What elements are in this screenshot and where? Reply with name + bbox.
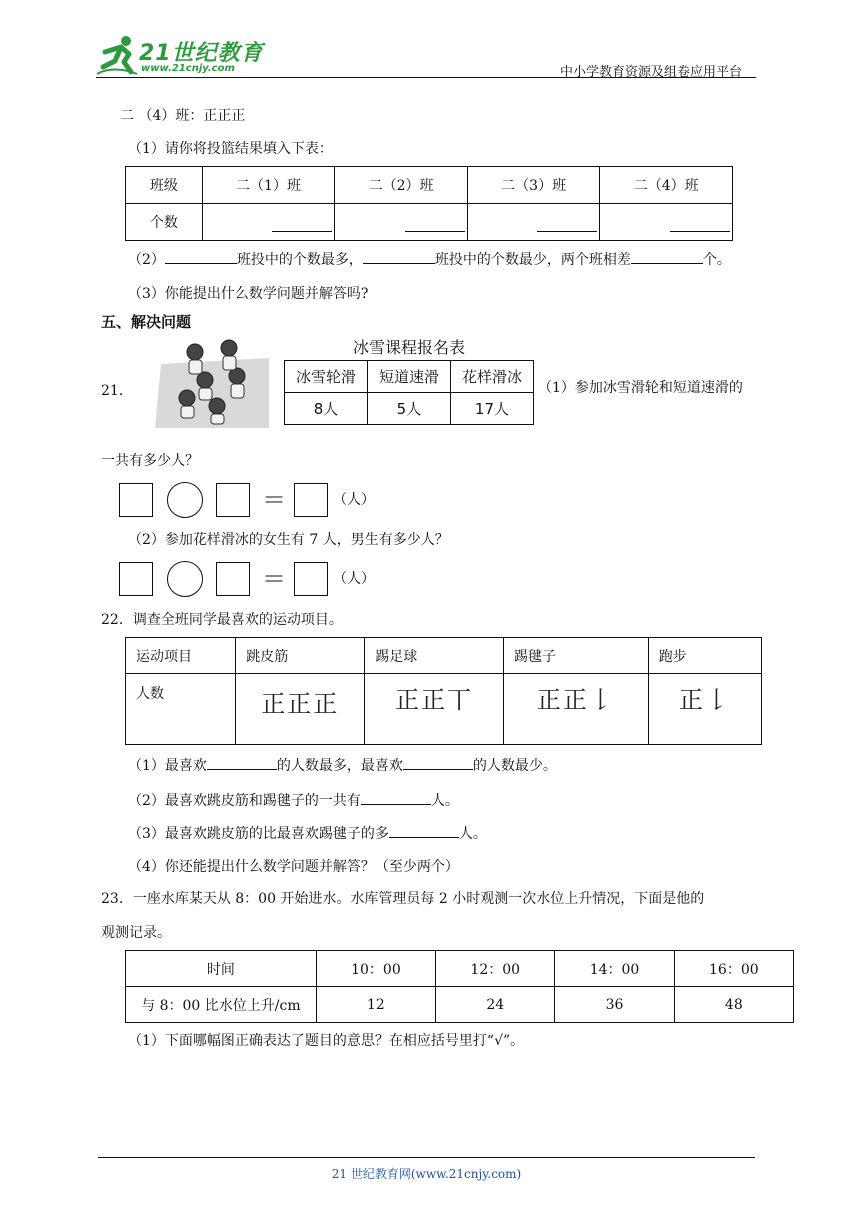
skating-kids-icon — [153, 336, 269, 428]
skaters-illustration — [153, 336, 269, 428]
q23-rise-1000: 12 — [316, 987, 435, 1023]
tally-jump-rope: 正正正 — [261, 690, 340, 718]
q22-header-jump-rope: 跳皮筋 — [236, 638, 365, 674]
q22-sub1-suffix: 的人数最少。 — [472, 758, 557, 774]
answer-cell-class3[interactable] — [467, 204, 600, 241]
q21-signup-table — [284, 360, 534, 425]
table-label-count: 个数 — [126, 204, 203, 241]
q21-header-speed: 短道速滑 — [367, 361, 450, 393]
q22-sub1-prefix: （1）最喜欢 — [128, 758, 207, 774]
eq1-operand1-box[interactable] — [119, 483, 153, 517]
q22-row-label: 人数 — [126, 674, 236, 745]
q20-sub2-prefix: （2） — [128, 252, 165, 268]
q23-sub1: （1）下面哪幅图正确表达了题目的意思？在相应括号里打“√”。 — [128, 1033, 525, 1049]
q23-time-label: 时间 — [126, 951, 317, 987]
tally-running: 正𠄌 — [678, 686, 731, 714]
section5-title: 五、解决问题 — [101, 313, 192, 331]
q22-sub3 — [128, 823, 487, 844]
answer-cell-class4[interactable] — [600, 204, 733, 241]
q20-sub2-text1: 班投中的个数最多， — [236, 252, 363, 268]
blank-more[interactable] — [389, 823, 459, 838]
tally-shuttlecock: 正正𠄌 — [536, 686, 615, 714]
eq2-unit: （人） — [333, 571, 375, 587]
q22-sub2 — [128, 790, 459, 811]
table-header-class4: 二（4）班 — [600, 167, 733, 204]
eq2-equals-sign: ＝ — [262, 565, 286, 593]
logo-title: 21世纪教育 — [139, 41, 264, 66]
q21-header-skating: 冰雪轮滑 — [285, 361, 368, 393]
eq1-unit: （人） — [333, 492, 375, 508]
tally-football: 正正丅 — [395, 686, 474, 714]
footer-text: 21 世纪教育网(www.21cnjy.com) — [331, 1167, 522, 1181]
runner-logo-icon — [95, 34, 139, 78]
header-rule — [96, 77, 756, 78]
q21-sub2: （2）参加花样滑冰的女生有 7 人，男生有多少人？ — [128, 532, 449, 548]
q22-title: 22．调查全班同学最喜欢的运动项目。 — [101, 612, 343, 628]
eq2-operand2-box[interactable] — [216, 562, 250, 596]
answer-cell-class1[interactable] — [202, 204, 335, 241]
header-logo — [95, 34, 265, 78]
blank-least-sport[interactable] — [403, 755, 473, 770]
q22-sub1-middle: 的人数最多，最喜欢 — [276, 758, 403, 774]
q21-value-figure: 17人 — [450, 393, 533, 425]
q23-time-1600: 16：00 — [674, 951, 793, 987]
eq2-result-box[interactable] — [294, 562, 328, 596]
eq1-result-box[interactable] — [294, 483, 328, 517]
table-header-class1: 二（1）班 — [202, 167, 335, 204]
answer-cell-class2[interactable] — [335, 204, 468, 241]
q23-rise-1400: 36 — [555, 987, 674, 1023]
q23-time-1000: 10：00 — [316, 951, 435, 987]
q23-rise-1600: 48 — [674, 987, 793, 1023]
q22-header-running: 跑步 — [648, 638, 761, 674]
q22-sub2-suffix: 人。 — [430, 793, 459, 809]
eq1-operator-circle[interactable] — [167, 482, 203, 518]
q22-header-football: 踢足球 — [365, 638, 504, 674]
q21-value-skating: 8人 — [285, 393, 368, 425]
eq2-operand1-box[interactable] — [119, 562, 153, 596]
table-header-class3: 二（3）班 — [467, 167, 600, 204]
q21-sub1-a: （1）参加冰雪滑轮和短道速滑的 — [538, 380, 743, 396]
q23-rise-1200: 24 — [436, 987, 555, 1023]
blank-most-class[interactable] — [165, 249, 237, 264]
eq1-operand2-box[interactable] — [216, 483, 250, 517]
table-label-class: 班级 — [126, 167, 203, 204]
q22-sub3-suffix: 人。 — [458, 826, 487, 842]
q21-table-title: 冰雪课程报名表 — [352, 338, 465, 357]
q23-rise-label: 与 8：00 比水位上升/cm — [126, 987, 317, 1023]
q21-value-speed: 5人 — [367, 393, 450, 425]
q23-line2: 观测记录。 — [101, 925, 171, 941]
q20-sub2-suffix: 个。 — [702, 252, 731, 268]
q23-time-1200: 12：00 — [436, 951, 555, 987]
blank-most-sport[interactable] — [207, 755, 277, 770]
q20-sub2 — [128, 249, 731, 270]
q20-sub1: （1）请你将投篮结果填入下表： — [128, 141, 333, 157]
q23-water-table — [125, 950, 794, 1023]
q21-header-figure: 花样滑冰 — [450, 361, 533, 393]
q22-sports-table — [125, 637, 762, 745]
class4-tally-line: 二 （4）班：正正正 — [120, 108, 246, 124]
blank-least-class[interactable] — [363, 249, 435, 264]
header-platform-text: 中小学教育资源及组卷应用平台 — [560, 65, 743, 80]
q22-sub1 — [128, 755, 557, 776]
q23-time-1400: 14：00 — [555, 951, 674, 987]
table-header-class2: 二（2）班 — [335, 167, 468, 204]
footer-rule — [98, 1157, 755, 1158]
q21-sub1-b: 一共有多少人？ — [101, 453, 199, 469]
q22-sub2-text: （2）最喜欢跳皮筋和踢毽子的一共有 — [128, 793, 361, 809]
q21-number: 21． — [101, 383, 133, 399]
blank-total[interactable] — [361, 790, 431, 805]
eq2-operator-circle[interactable] — [167, 561, 203, 597]
q20-basketball-table — [125, 166, 733, 241]
q23-line1: 23．一座水库某天从 8：00 开始进水。水库管理员每 2 小时观测一次水位上升情况，下面是他的 — [101, 891, 705, 907]
eq1-equals-sign: ＝ — [262, 486, 286, 514]
logo-url: www.21cnjy.com — [141, 63, 235, 74]
q20-sub2-text2: 班投中的个数最少，两个班相差 — [434, 252, 631, 268]
blank-difference[interactable] — [631, 249, 703, 264]
q22-header-label: 运动项目 — [126, 638, 236, 674]
q22-header-shuttlecock: 踢毽子 — [504, 638, 649, 674]
q20-sub3: （3）你能提出什么数学问题并解答吗? — [128, 286, 369, 302]
q22-sub3-text: （3）最喜欢跳皮筋的比最喜欢踢毽子的多 — [128, 826, 389, 842]
q22-sub4: （4）你还能提出什么数学问题并解答？（至少两个） — [128, 859, 459, 875]
